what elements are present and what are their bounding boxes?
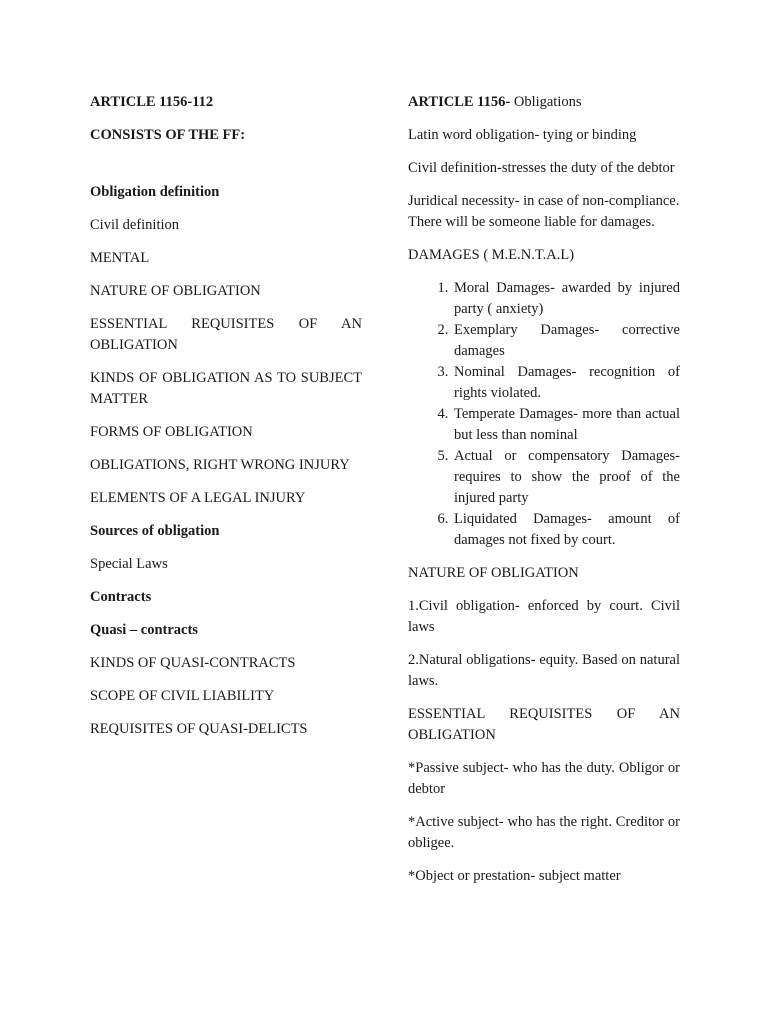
outline-item: FORMS OF OBLIGATION bbox=[90, 424, 253, 440]
right-column bbox=[408, 92, 680, 899]
outline-item: REQUISITES OF QUASI-DELICTS bbox=[90, 721, 308, 737]
consists-heading: CONSISTS OF THE FF: bbox=[90, 127, 246, 143]
latin-definition: Latin word obligation- tying or binding bbox=[408, 127, 637, 143]
natural-obligation: 2.Natural obligations- equity. Based on natural laws. bbox=[408, 652, 680, 689]
outline-item: OBLIGATIONS, RIGHT WRONG INJURY bbox=[90, 457, 350, 473]
civil-definition: Civil definition-stresses the duty of the debtor bbox=[408, 160, 675, 176]
passive-subject: *Passive subject- who has the duty. Obligor or debtor bbox=[408, 760, 680, 797]
damages-item: 4. Temperate Damages- more than actual but less than nominal bbox=[452, 404, 680, 446]
damages-item: 3. Nominal Damages- recognition of rights violated. bbox=[452, 362, 680, 404]
document-page bbox=[90, 92, 680, 992]
damages-item: 6. Liquidated Damages- amount of damages not fixed by court. bbox=[452, 509, 680, 551]
outline-item: MENTAL bbox=[90, 250, 150, 266]
outline-item: ELEMENTS OF A LEGAL INJURY bbox=[90, 490, 306, 506]
outline-list bbox=[90, 182, 362, 740]
article-1156-heading: ARTICLE 1156- Obligations bbox=[408, 94, 582, 110]
outline-item: Contracts bbox=[90, 589, 152, 605]
spacer bbox=[90, 158, 362, 182]
object-prestation: *Object or prestation- subject matter bbox=[408, 868, 621, 884]
outline-item: Civil definition bbox=[90, 217, 180, 233]
requisites-heading: ESSENTIAL REQUISITES OF AN OBLIGATION bbox=[408, 706, 680, 743]
outline-item: Sources of obligation bbox=[90, 523, 220, 539]
left-column bbox=[90, 92, 362, 752]
active-subject: *Active subject- who has the right. Creditor or obligee. bbox=[408, 814, 680, 851]
outline-item: Obligation definition bbox=[90, 184, 220, 200]
outline-item: ESSENTIAL REQUISITES OF AN OBLIGATION bbox=[90, 316, 362, 353]
nature-heading: NATURE OF OBLIGATION bbox=[408, 565, 579, 581]
civil-obligation: 1.Civil obligation- enforced by court. Civil laws bbox=[408, 598, 680, 635]
outline-item: KINDS OF OBLIGATION AS TO SUBJECT MATTER bbox=[90, 370, 362, 407]
outline-item: Quasi – contracts bbox=[90, 622, 198, 638]
damages-item: 5. Actual or compensatory Damages- requires to show the proof of the injured party bbox=[452, 446, 680, 509]
juridical-necessity: Juridical necessity- in case of non-compliance. There will be someone liable for damages. bbox=[408, 193, 680, 230]
article-heading: ARTICLE 1156-112 bbox=[90, 94, 214, 110]
damages-heading: DAMAGES ( M.E.N.T.A.L) bbox=[408, 247, 575, 263]
outline-item: NATURE OF OBLIGATION bbox=[90, 283, 261, 299]
damages-item: 2. Exemplary Damages- corrective damages bbox=[452, 320, 680, 362]
outline-item: SCOPE OF CIVIL LIABILITY bbox=[90, 688, 275, 704]
outline-item: KINDS OF QUASI-CONTRACTS bbox=[90, 655, 296, 671]
damages-item: 1. Moral Damages- awarded by injured party ( anxiety) bbox=[452, 278, 680, 320]
outline-item: Special Laws bbox=[90, 556, 168, 572]
damages-list bbox=[408, 278, 680, 551]
